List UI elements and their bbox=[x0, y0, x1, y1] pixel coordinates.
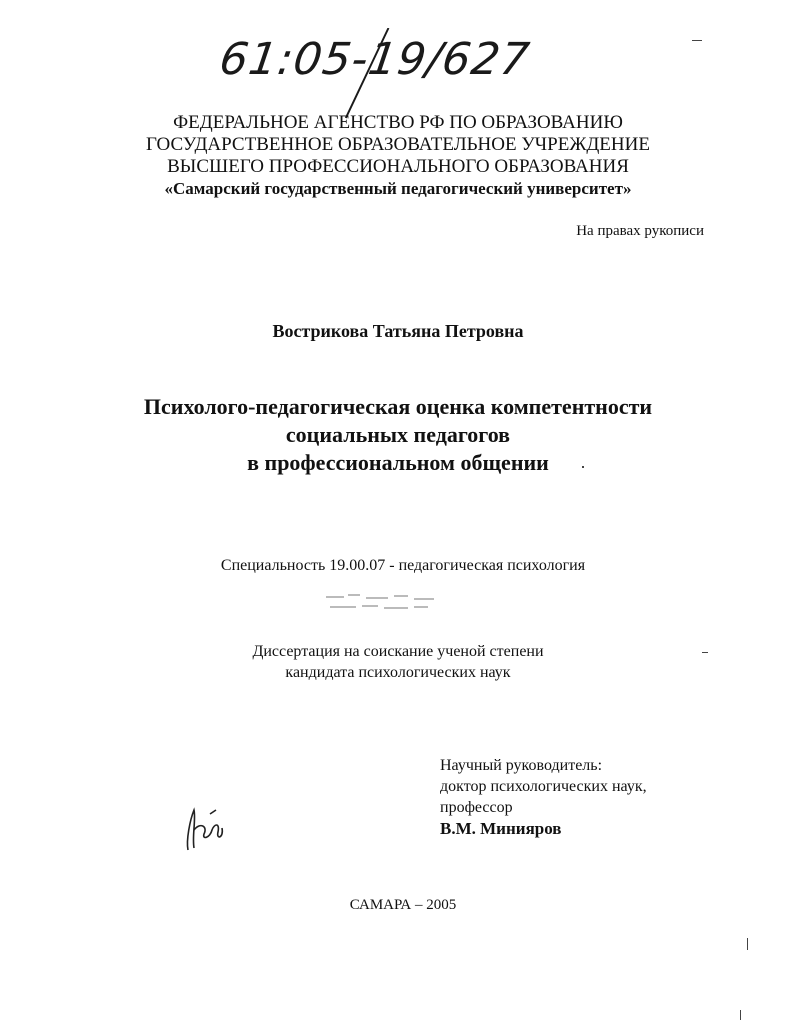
scan-edge-mark bbox=[740, 1010, 741, 1020]
institution-header bbox=[0, 112, 796, 200]
agency-line-1: ФЕДЕРАЛЬНОЕ АГЕНСТВО РФ ПО ОБРАЗОВАНИЮ bbox=[173, 112, 623, 133]
author-name: Вострикова Татьяна Петровна bbox=[272, 321, 524, 341]
handwritten-signature bbox=[180, 800, 230, 860]
title-line-2: социальных педагогов bbox=[285, 422, 511, 447]
supervisor-rank: профессор bbox=[440, 799, 513, 816]
supervisor-degree: доктор психологических наук, bbox=[440, 778, 647, 795]
rights-note: На правах рукописи bbox=[576, 223, 704, 239]
thesis-line-1: Диссертация на соискание ученой степени bbox=[252, 643, 544, 660]
scan-speck bbox=[692, 40, 702, 41]
thesis-description bbox=[0, 641, 796, 683]
agency-line-3: ВЫСШЕГО ПРОФЕССИОНАЛЬНОГО ОБРАЗОВАНИЯ bbox=[167, 156, 629, 177]
dissertation-title bbox=[0, 393, 796, 477]
scan-speck bbox=[582, 466, 584, 468]
archive-number-text: 61:05-19/627 bbox=[216, 34, 534, 85]
faint-stamp-mark bbox=[322, 588, 452, 616]
title-line-3: в профессиональном общении bbox=[247, 450, 549, 475]
supervisor-name: В.М. Минияров bbox=[440, 819, 562, 838]
title-line-1: Психолого-педагогическая оценка компетентности bbox=[143, 394, 653, 419]
city-year: САМАРА – 2005 bbox=[349, 897, 457, 913]
handwritten-archive-number bbox=[206, 28, 534, 120]
university-name: «Самарский государственный педагогический университет» bbox=[164, 179, 632, 198]
scan-speck bbox=[702, 652, 708, 653]
scan-edge-mark bbox=[747, 938, 748, 950]
supervisor-label: Научный руководитель: bbox=[440, 757, 603, 774]
agency-line-2: ГОСУДАРСТВЕННОЕ ОБРАЗОВАТЕЛЬНОЕ УЧРЕЖДЕНИЕ bbox=[146, 134, 650, 155]
thesis-line-2: кандидата психологических наук bbox=[285, 664, 511, 681]
specialty-line: Специальность 19.00.07 - педагогическая психология bbox=[220, 557, 586, 574]
supervisor-block bbox=[440, 755, 647, 839]
